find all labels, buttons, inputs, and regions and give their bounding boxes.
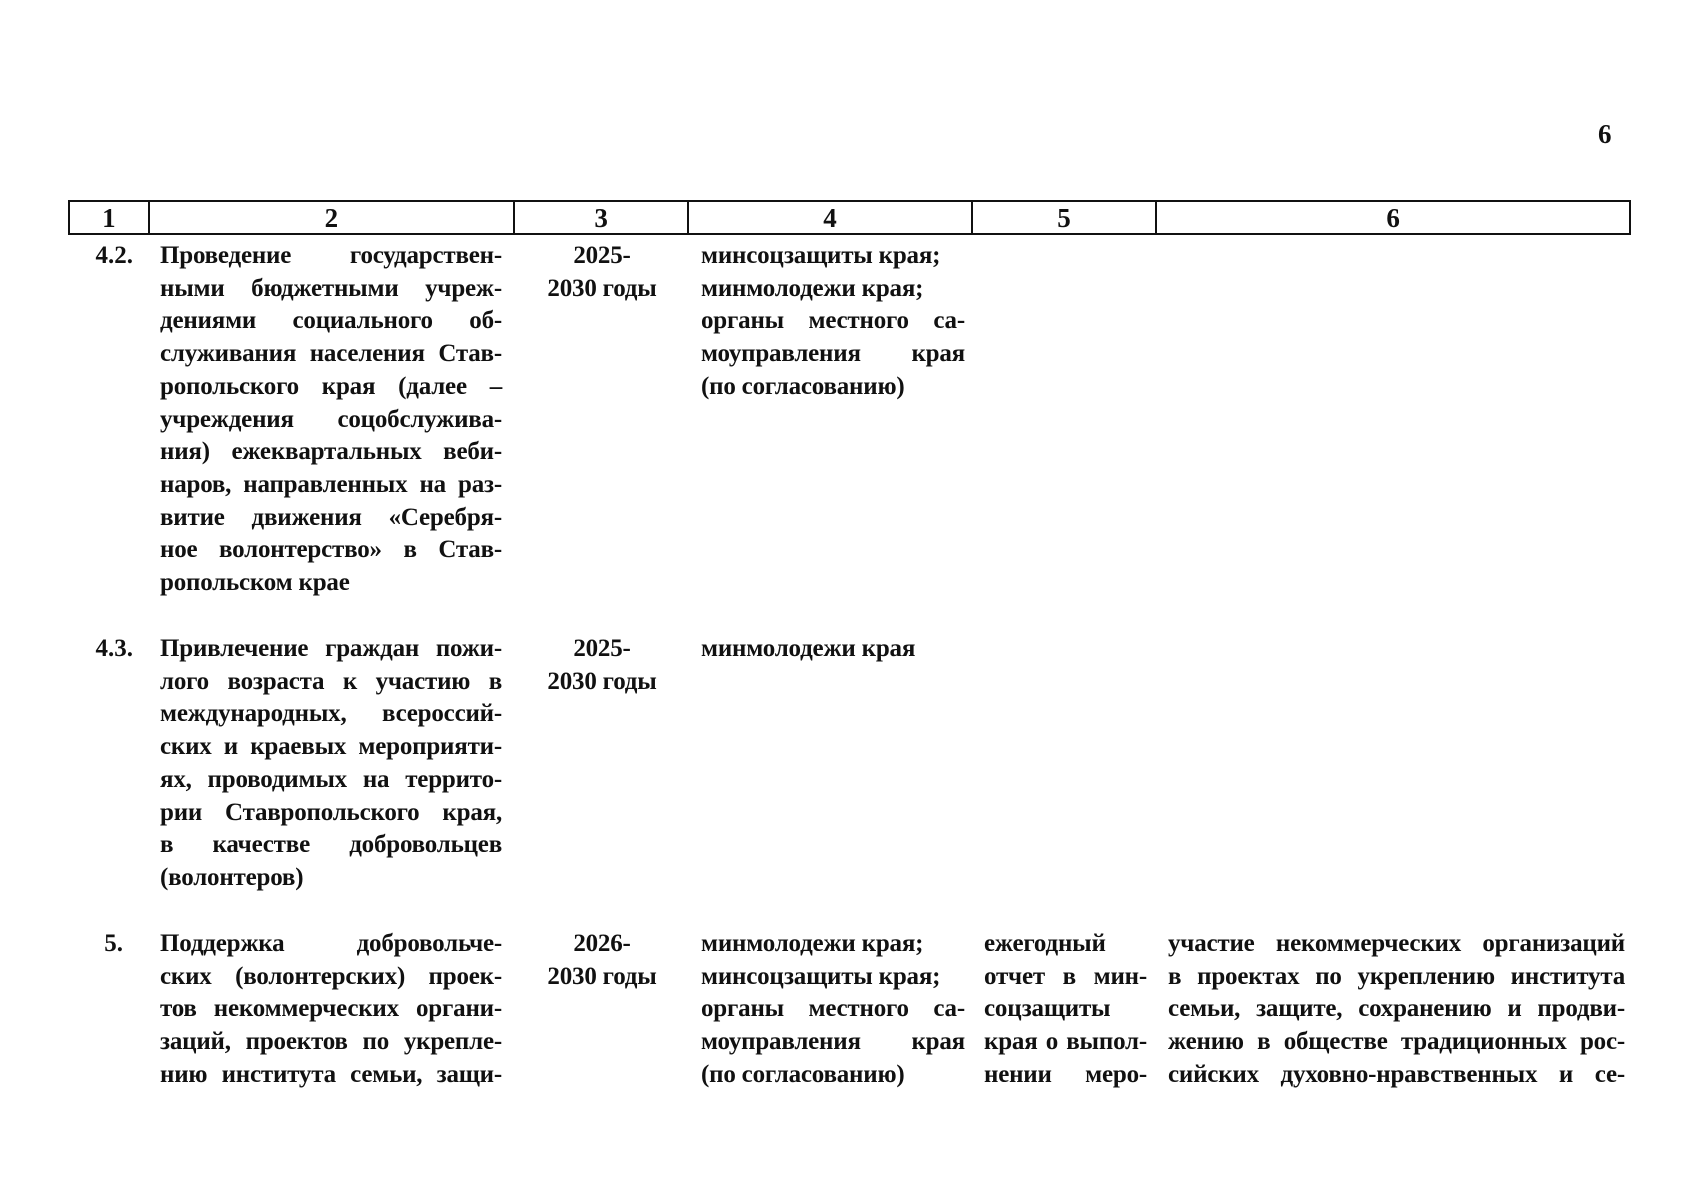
activity-line: витие движения «Серебря- xyxy=(160,503,502,531)
period-line: 2030 годы xyxy=(547,274,657,302)
column-header-4: 4 xyxy=(689,202,972,233)
period-cell xyxy=(522,928,682,993)
result-line: участие некоммерческих организаций xyxy=(1168,930,1625,957)
executor-line: органы местного са- xyxy=(701,995,965,1023)
report-line: ежегодный xyxy=(984,930,1106,957)
activity-line: заций, проектов по укрепле- xyxy=(160,1028,502,1056)
activity-line: тов некоммерческих органи- xyxy=(160,995,502,1023)
executor-line: минмолодежи края xyxy=(701,635,916,662)
page-number: 6 xyxy=(1598,119,1612,149)
activity-line: Привлечение граждан пожи- xyxy=(160,635,502,662)
activity-line: учреждения соцобслужива- xyxy=(160,405,502,433)
activity-line: Проведение государствен- xyxy=(160,242,502,269)
result-line: сийских духовно-нравственных и се- xyxy=(1168,1060,1625,1088)
executor-cell xyxy=(701,240,965,404)
result-line: в проектах по укреплению института xyxy=(1168,962,1625,990)
report-line: соцзащиты xyxy=(984,995,1111,1023)
report-line: края о выпол- xyxy=(984,1028,1147,1056)
row-number: 5. xyxy=(104,930,123,957)
activity-description xyxy=(160,240,502,600)
executor-line: моуправления края xyxy=(701,1028,965,1056)
activity-line: ских (волонтерских) проек- xyxy=(160,962,502,990)
activity-description xyxy=(160,928,502,1092)
activity-description xyxy=(160,633,502,895)
activity-line: в качестве добровольцев xyxy=(160,831,502,859)
period-line: 2025- xyxy=(573,635,631,662)
column-header-5: 5 xyxy=(973,202,1158,233)
executor-line: моуправления края xyxy=(701,340,965,368)
period-line: 2030 годы xyxy=(547,667,657,695)
report-line: отчет в мин- xyxy=(984,962,1147,990)
executor-line: минсоцзащиты края; xyxy=(701,962,941,990)
result-line: семьи, защите, сохранению и продви- xyxy=(1168,995,1625,1023)
activity-line: ными бюджетными учреж- xyxy=(160,274,502,302)
table-column-header xyxy=(68,200,1631,235)
activity-line: Поддержка добровольче- xyxy=(160,930,502,957)
executor-line: минмолодежи края; xyxy=(701,930,924,957)
activity-line: служивания населения Став- xyxy=(160,340,502,368)
executor-line: органы местного са- xyxy=(701,307,965,335)
activity-line: наров, направленных на раз- xyxy=(160,470,502,498)
period-line: 2025- xyxy=(573,242,631,269)
activity-line: ропольского края (далее – xyxy=(160,372,502,400)
column-header-2: 2 xyxy=(150,202,515,233)
executor-line: минмолодежи края; xyxy=(701,274,924,302)
period-line: 2030 годы xyxy=(547,962,657,990)
activity-line: ских и краевых мероприяти- xyxy=(160,733,502,761)
activity-line: ропольском крае xyxy=(160,569,350,597)
executor-cell xyxy=(701,633,965,666)
executor-cell xyxy=(701,928,965,1092)
row-number: 4.2. xyxy=(95,242,133,269)
result-cell xyxy=(1168,928,1625,1092)
activity-line: международных, всероссий- xyxy=(160,700,502,728)
column-header-1: 1 xyxy=(70,202,150,233)
report-cell xyxy=(984,928,1147,1092)
executor-line: (по согласованию) xyxy=(701,372,905,400)
row-number: 4.3. xyxy=(95,635,133,662)
executor-line: минсоцзащиты края; xyxy=(701,242,941,269)
activity-line: рии Ставропольского края, xyxy=(160,798,502,826)
period-cell xyxy=(522,633,682,698)
column-header-6: 6 xyxy=(1386,203,1400,233)
activity-line: ния) ежеквартальных веби- xyxy=(160,438,502,466)
executor-line: (по согласованию) xyxy=(701,1060,905,1088)
activity-line: дениями социального об- xyxy=(160,307,502,335)
activity-line: ное волонтерство» в Став- xyxy=(160,536,502,564)
report-line: нении меро- xyxy=(984,1060,1147,1088)
period-cell xyxy=(522,240,682,305)
activity-line: ях, проводимых на террито- xyxy=(160,765,502,793)
period-line: 2026- xyxy=(573,930,631,957)
activity-line: нию института семьи, защи- xyxy=(160,1060,502,1088)
activity-line: лого возраста к участию в xyxy=(160,667,502,695)
column-header-3: 3 xyxy=(515,202,690,233)
result-line: жению в обществе традиционных рос- xyxy=(1168,1028,1625,1056)
activity-line: (волонтеров) xyxy=(160,863,304,891)
